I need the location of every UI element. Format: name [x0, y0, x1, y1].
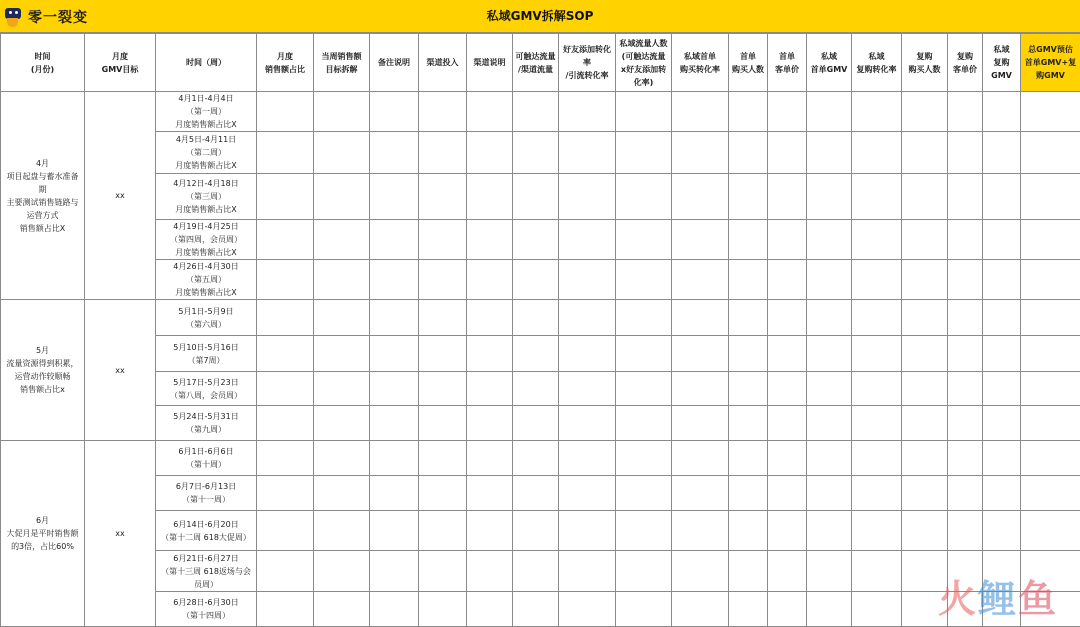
table-row [1, 441, 1080, 476]
data-cell[interactable] [419, 372, 467, 406]
data-cell[interactable] [616, 260, 672, 300]
data-cell[interactable] [768, 551, 807, 592]
data-cell[interactable] [314, 174, 370, 220]
data-cell[interactable] [1021, 406, 1080, 441]
week-cell: 6月21日-6月27日 （第十三周 618返场与会 员周） [156, 551, 257, 592]
table-row [1, 372, 1080, 406]
data-cell[interactable] [902, 441, 948, 476]
header-row [1, 34, 1080, 92]
week-cell: 4月12日-4月18日 （第三周） 月度销售额占比X [156, 174, 257, 220]
data-cell[interactable] [257, 372, 314, 406]
data-cell[interactable] [370, 174, 419, 220]
data-cell[interactable] [672, 476, 729, 511]
data-cell[interactable] [768, 92, 807, 132]
data-cell[interactable] [559, 372, 616, 406]
data-cell[interactable] [467, 406, 513, 441]
data-cell[interactable] [729, 441, 768, 476]
data-cell[interactable] [983, 476, 1021, 511]
data-cell[interactable] [902, 476, 948, 511]
data-cell[interactable] [852, 406, 902, 441]
data-cell[interactable] [314, 592, 370, 627]
data-cell[interactable] [257, 476, 314, 511]
data-cell[interactable] [1021, 174, 1080, 220]
data-cell[interactable] [370, 336, 419, 372]
data-cell[interactable] [1021, 511, 1080, 551]
column-header: 私域 复购转化率 [852, 34, 902, 92]
brand-name: 零一裂变 [28, 9, 88, 26]
data-cell[interactable] [419, 592, 467, 627]
column-header: 复购 客单价 [948, 34, 983, 92]
data-cell[interactable] [419, 132, 467, 174]
data-cell[interactable] [672, 372, 729, 406]
data-cell[interactable] [559, 511, 616, 551]
data-cell[interactable] [729, 372, 768, 406]
data-cell[interactable] [616, 476, 672, 511]
data-cell[interactable] [729, 220, 768, 260]
data-cell[interactable] [314, 476, 370, 511]
data-cell[interactable] [370, 260, 419, 300]
column-header: 渠道投入 [419, 34, 467, 92]
data-cell[interactable] [1021, 260, 1080, 300]
data-cell[interactable] [513, 592, 559, 627]
data-cell[interactable] [729, 551, 768, 592]
week-cell: 6月14日-6月20日 （第十二周 618大促周） [156, 511, 257, 551]
data-cell[interactable] [902, 260, 948, 300]
data-cell[interactable] [513, 220, 559, 260]
data-cell[interactable] [314, 336, 370, 372]
data-cell[interactable] [513, 551, 559, 592]
data-cell[interactable] [513, 372, 559, 406]
data-cell[interactable] [852, 511, 902, 551]
data-cell[interactable] [902, 511, 948, 551]
data-cell[interactable] [807, 174, 852, 220]
data-cell[interactable] [616, 441, 672, 476]
data-cell[interactable] [1021, 92, 1080, 132]
data-cell[interactable] [983, 511, 1021, 551]
data-cell[interactable] [370, 300, 419, 336]
data-cell[interactable] [983, 92, 1021, 132]
data-cell[interactable] [807, 441, 852, 476]
column-header: 总GMV预估 首单GMV+复 购GMV [1021, 34, 1080, 92]
data-cell[interactable] [672, 336, 729, 372]
data-cell[interactable] [807, 551, 852, 592]
data-cell[interactable] [467, 220, 513, 260]
data-cell[interactable] [616, 592, 672, 627]
column-header: 私域 复购 GMV [983, 34, 1021, 92]
data-cell[interactable] [616, 220, 672, 260]
data-cell[interactable] [983, 300, 1021, 336]
data-cell[interactable] [370, 220, 419, 260]
data-cell[interactable] [513, 336, 559, 372]
title-bar [0, 0, 1080, 33]
month-cell: 6月 大促月是平时销售额 的3倍，占比60% [1, 441, 85, 627]
data-cell[interactable] [370, 441, 419, 476]
data-cell[interactable] [467, 511, 513, 551]
data-cell[interactable] [513, 511, 559, 551]
data-cell[interactable] [902, 336, 948, 372]
data-cell[interactable] [419, 260, 467, 300]
data-cell[interactable] [1021, 300, 1080, 336]
data-cell[interactable] [370, 132, 419, 174]
data-cell[interactable] [1021, 132, 1080, 174]
data-cell[interactable] [257, 551, 314, 592]
data-cell[interactable] [729, 476, 768, 511]
column-header: 复购 购买人数 [902, 34, 948, 92]
data-cell[interactable] [768, 441, 807, 476]
data-cell[interactable] [983, 441, 1021, 476]
week-cell: 4月5日-4月11日 （第二周） 月度销售额占比X [156, 132, 257, 174]
data-cell[interactable] [852, 220, 902, 260]
data-cell[interactable] [1021, 372, 1080, 406]
data-cell[interactable] [902, 406, 948, 441]
data-cell[interactable] [983, 336, 1021, 372]
data-cell[interactable] [807, 336, 852, 372]
data-cell[interactable] [616, 174, 672, 220]
data-cell[interactable] [314, 220, 370, 260]
data-cell[interactable] [729, 511, 768, 551]
table-row [1, 260, 1080, 300]
data-cell[interactable] [616, 300, 672, 336]
data-cell[interactable] [768, 511, 807, 551]
data-cell[interactable] [559, 441, 616, 476]
data-cell[interactable] [559, 260, 616, 300]
data-cell[interactable] [672, 260, 729, 300]
data-cell[interactable] [1021, 441, 1080, 476]
data-cell[interactable] [948, 174, 983, 220]
data-cell[interactable] [768, 406, 807, 441]
month-cell: 4月 项目起盘与蓄水准备 期 主要测试销售链路与 运营方式 销售额占比X [1, 92, 85, 300]
sheet-title: 私域GMV拆解SOP [486, 9, 594, 23]
column-header: 私域流量人数 (可触达流量 x好友添加转 化率) [616, 34, 672, 92]
data-cell[interactable] [672, 300, 729, 336]
data-cell[interactable] [852, 132, 902, 174]
data-cell[interactable] [948, 92, 983, 132]
data-cell[interactable] [729, 300, 768, 336]
data-cell[interactable] [948, 300, 983, 336]
data-cell[interactable] [807, 511, 852, 551]
data-cell[interactable] [672, 174, 729, 220]
week-cell: 5月17日-5月23日 （第八周，会员周） [156, 372, 257, 406]
gmv-sop-table [0, 33, 1080, 627]
data-cell[interactable] [902, 92, 948, 132]
data-cell[interactable] [672, 551, 729, 592]
data-cell[interactable] [314, 260, 370, 300]
data-cell[interactable] [559, 132, 616, 174]
column-header: 私域 首单GMV [807, 34, 852, 92]
column-header: 私域首单 购买转化率 [672, 34, 729, 92]
data-cell[interactable] [902, 132, 948, 174]
data-cell[interactable] [807, 220, 852, 260]
data-cell[interactable] [983, 174, 1021, 220]
data-cell[interactable] [672, 511, 729, 551]
data-cell[interactable] [807, 132, 852, 174]
data-cell[interactable] [370, 92, 419, 132]
data-cell[interactable] [768, 174, 807, 220]
data-cell[interactable] [559, 476, 616, 511]
data-cell[interactable] [948, 336, 983, 372]
data-cell[interactable] [467, 92, 513, 132]
data-cell[interactable] [983, 220, 1021, 260]
week-cell: 6月1日-6月6日 （第十周） [156, 441, 257, 476]
table-row [1, 132, 1080, 174]
data-cell[interactable] [559, 336, 616, 372]
watermark: 火鲤鱼 [937, 577, 1058, 621]
table-row [1, 511, 1080, 551]
data-cell[interactable] [513, 441, 559, 476]
data-cell[interactable] [467, 476, 513, 511]
data-cell[interactable] [370, 406, 419, 441]
table-row [1, 592, 1080, 627]
data-cell[interactable] [672, 132, 729, 174]
table-row [1, 92, 1080, 132]
data-cell[interactable] [729, 406, 768, 441]
data-cell[interactable] [948, 441, 983, 476]
week-cell: 4月19日-4月25日 （第四周，会员周） 月度销售额占比X [156, 220, 257, 260]
data-cell[interactable] [729, 132, 768, 174]
data-cell[interactable] [513, 132, 559, 174]
table-row [1, 174, 1080, 220]
week-cell: 5月10日-5月16日 （第7周） [156, 336, 257, 372]
data-cell[interactable] [314, 511, 370, 551]
data-cell[interactable] [672, 92, 729, 132]
data-cell[interactable] [257, 260, 314, 300]
column-header: 好友添加转化 率 /引流转化率 [559, 34, 616, 92]
column-header: 可触达流量 /渠道流量 [513, 34, 559, 92]
data-cell[interactable] [370, 511, 419, 551]
data-cell[interactable] [467, 551, 513, 592]
data-cell[interactable] [852, 174, 902, 220]
data-cell[interactable] [672, 592, 729, 627]
data-cell[interactable] [768, 132, 807, 174]
data-cell[interactable] [370, 551, 419, 592]
data-cell[interactable] [948, 132, 983, 174]
data-cell[interactable] [314, 406, 370, 441]
data-cell[interactable] [314, 551, 370, 592]
data-cell[interactable] [616, 132, 672, 174]
monthly-gmv-target-cell: xx [85, 300, 156, 441]
data-cell[interactable] [257, 220, 314, 260]
data-cell[interactable] [419, 174, 467, 220]
data-cell[interactable] [513, 260, 559, 300]
data-cell[interactable] [768, 372, 807, 406]
column-header: 时间 (月份) [1, 34, 85, 92]
data-cell[interactable] [672, 406, 729, 441]
data-cell[interactable] [419, 300, 467, 336]
data-cell[interactable] [729, 174, 768, 220]
data-cell[interactable] [559, 551, 616, 592]
data-cell[interactable] [852, 372, 902, 406]
data-cell[interactable] [672, 441, 729, 476]
data-cell[interactable] [513, 476, 559, 511]
data-cell[interactable] [559, 592, 616, 627]
data-cell[interactable] [807, 92, 852, 132]
data-cell[interactable] [419, 92, 467, 132]
month-cell: 5月 流量资源得到积累， 运营动作较顺畅 销售额占比x [1, 300, 85, 441]
data-cell[interactable] [513, 406, 559, 441]
data-cell[interactable] [948, 372, 983, 406]
data-cell[interactable] [314, 92, 370, 132]
table-body [1, 92, 1080, 627]
data-cell[interactable] [616, 92, 672, 132]
column-header: 渠道说明 [467, 34, 513, 92]
data-cell[interactable] [1021, 220, 1080, 260]
table-row [1, 336, 1080, 372]
table-row [1, 476, 1080, 511]
data-cell[interactable] [559, 92, 616, 132]
data-cell[interactable] [729, 592, 768, 627]
data-cell[interactable] [419, 406, 467, 441]
data-cell[interactable] [314, 441, 370, 476]
data-cell[interactable] [559, 300, 616, 336]
data-cell[interactable] [616, 406, 672, 441]
table-row [1, 220, 1080, 260]
week-cell: 4月26日-4月30日 （第五周） 月度销售额占比X [156, 260, 257, 300]
data-cell[interactable] [902, 174, 948, 220]
data-cell[interactable] [902, 220, 948, 260]
data-cell[interactable] [257, 300, 314, 336]
data-cell[interactable] [559, 174, 616, 220]
data-cell[interactable] [370, 592, 419, 627]
data-cell[interactable] [314, 300, 370, 336]
monthly-gmv-target-cell: xx [85, 92, 156, 300]
week-cell: 6月28日-6月30日 （第十四周） [156, 592, 257, 627]
data-cell[interactable] [983, 372, 1021, 406]
data-cell[interactable] [852, 92, 902, 132]
data-cell[interactable] [257, 592, 314, 627]
data-cell[interactable] [257, 132, 314, 174]
data-cell[interactable] [419, 336, 467, 372]
data-cell[interactable] [467, 592, 513, 627]
data-cell[interactable] [419, 476, 467, 511]
data-cell[interactable] [902, 372, 948, 406]
data-cell[interactable] [807, 372, 852, 406]
data-cell[interactable] [616, 511, 672, 551]
column-header: 月度 销售额占比 [257, 34, 314, 92]
data-cell[interactable] [852, 592, 902, 627]
column-header: 备注说明 [370, 34, 419, 92]
data-cell[interactable] [1021, 336, 1080, 372]
data-cell[interactable] [807, 476, 852, 511]
column-header: 当周销售额 目标拆解 [314, 34, 370, 92]
data-cell[interactable] [513, 300, 559, 336]
data-cell[interactable] [729, 260, 768, 300]
data-cell[interactable] [314, 372, 370, 406]
week-cell: 5月1日-5月9日 （第六周） [156, 300, 257, 336]
data-cell[interactable] [807, 406, 852, 441]
data-cell[interactable] [257, 174, 314, 220]
data-cell[interactable] [983, 406, 1021, 441]
data-cell[interactable] [467, 300, 513, 336]
data-cell[interactable] [419, 511, 467, 551]
week-cell: 4月1日-4月4日 （第一周） 月度销售额占比X [156, 92, 257, 132]
data-cell[interactable] [513, 174, 559, 220]
data-cell[interactable] [370, 476, 419, 511]
monthly-gmv-target-cell: xx [85, 441, 156, 627]
data-cell[interactable] [852, 551, 902, 592]
data-cell[interactable] [559, 406, 616, 441]
data-cell[interactable] [672, 220, 729, 260]
data-cell[interactable] [807, 300, 852, 336]
data-cell[interactable] [807, 592, 852, 627]
data-cell[interactable] [314, 132, 370, 174]
week-cell: 6月7日-6月13日 （第十一周） [156, 476, 257, 511]
column-header: 首单 客单价 [768, 34, 807, 92]
data-cell[interactable] [257, 441, 314, 476]
data-cell[interactable] [983, 260, 1021, 300]
data-cell[interactable] [467, 260, 513, 300]
table-row [1, 551, 1080, 592]
data-cell[interactable] [768, 336, 807, 372]
table-row [1, 406, 1080, 441]
data-cell[interactable] [257, 406, 314, 441]
data-cell[interactable] [852, 476, 902, 511]
data-cell[interactable] [983, 132, 1021, 174]
data-cell[interactable] [513, 92, 559, 132]
data-cell[interactable] [948, 260, 983, 300]
data-cell[interactable] [852, 336, 902, 372]
data-cell[interactable] [768, 220, 807, 260]
data-cell[interactable] [616, 372, 672, 406]
data-cell[interactable] [1021, 476, 1080, 511]
data-cell[interactable] [852, 260, 902, 300]
data-cell[interactable] [768, 592, 807, 627]
data-cell[interactable] [768, 476, 807, 511]
data-cell[interactable] [419, 441, 467, 476]
data-cell[interactable] [257, 92, 314, 132]
column-header: 首单 购买人数 [729, 34, 768, 92]
data-cell[interactable] [616, 336, 672, 372]
data-cell[interactable] [948, 511, 983, 551]
data-cell[interactable] [852, 441, 902, 476]
data-cell[interactable] [467, 441, 513, 476]
data-cell[interactable] [948, 476, 983, 511]
data-cell[interactable] [467, 174, 513, 220]
data-cell[interactable] [948, 406, 983, 441]
data-cell[interactable] [467, 372, 513, 406]
data-cell[interactable] [948, 220, 983, 260]
data-cell[interactable] [370, 372, 419, 406]
data-cell[interactable] [852, 300, 902, 336]
data-cell[interactable] [467, 132, 513, 174]
data-cell[interactable] [807, 260, 852, 300]
data-cell[interactable] [616, 551, 672, 592]
data-cell[interactable] [902, 300, 948, 336]
data-cell[interactable] [729, 336, 768, 372]
data-cell[interactable] [257, 336, 314, 372]
data-cell[interactable] [768, 300, 807, 336]
week-cell: 5月24日-5月31日 （第九周） [156, 406, 257, 441]
data-cell[interactable] [419, 551, 467, 592]
column-header: 时间（周） [156, 34, 257, 92]
data-cell[interactable] [768, 260, 807, 300]
data-cell[interactable] [257, 511, 314, 551]
table-row [1, 300, 1080, 336]
column-header: 月度 GMV目标 [85, 34, 156, 92]
data-cell[interactable] [419, 220, 467, 260]
data-cell[interactable] [559, 220, 616, 260]
data-cell[interactable] [467, 336, 513, 372]
data-cell[interactable] [729, 92, 768, 132]
